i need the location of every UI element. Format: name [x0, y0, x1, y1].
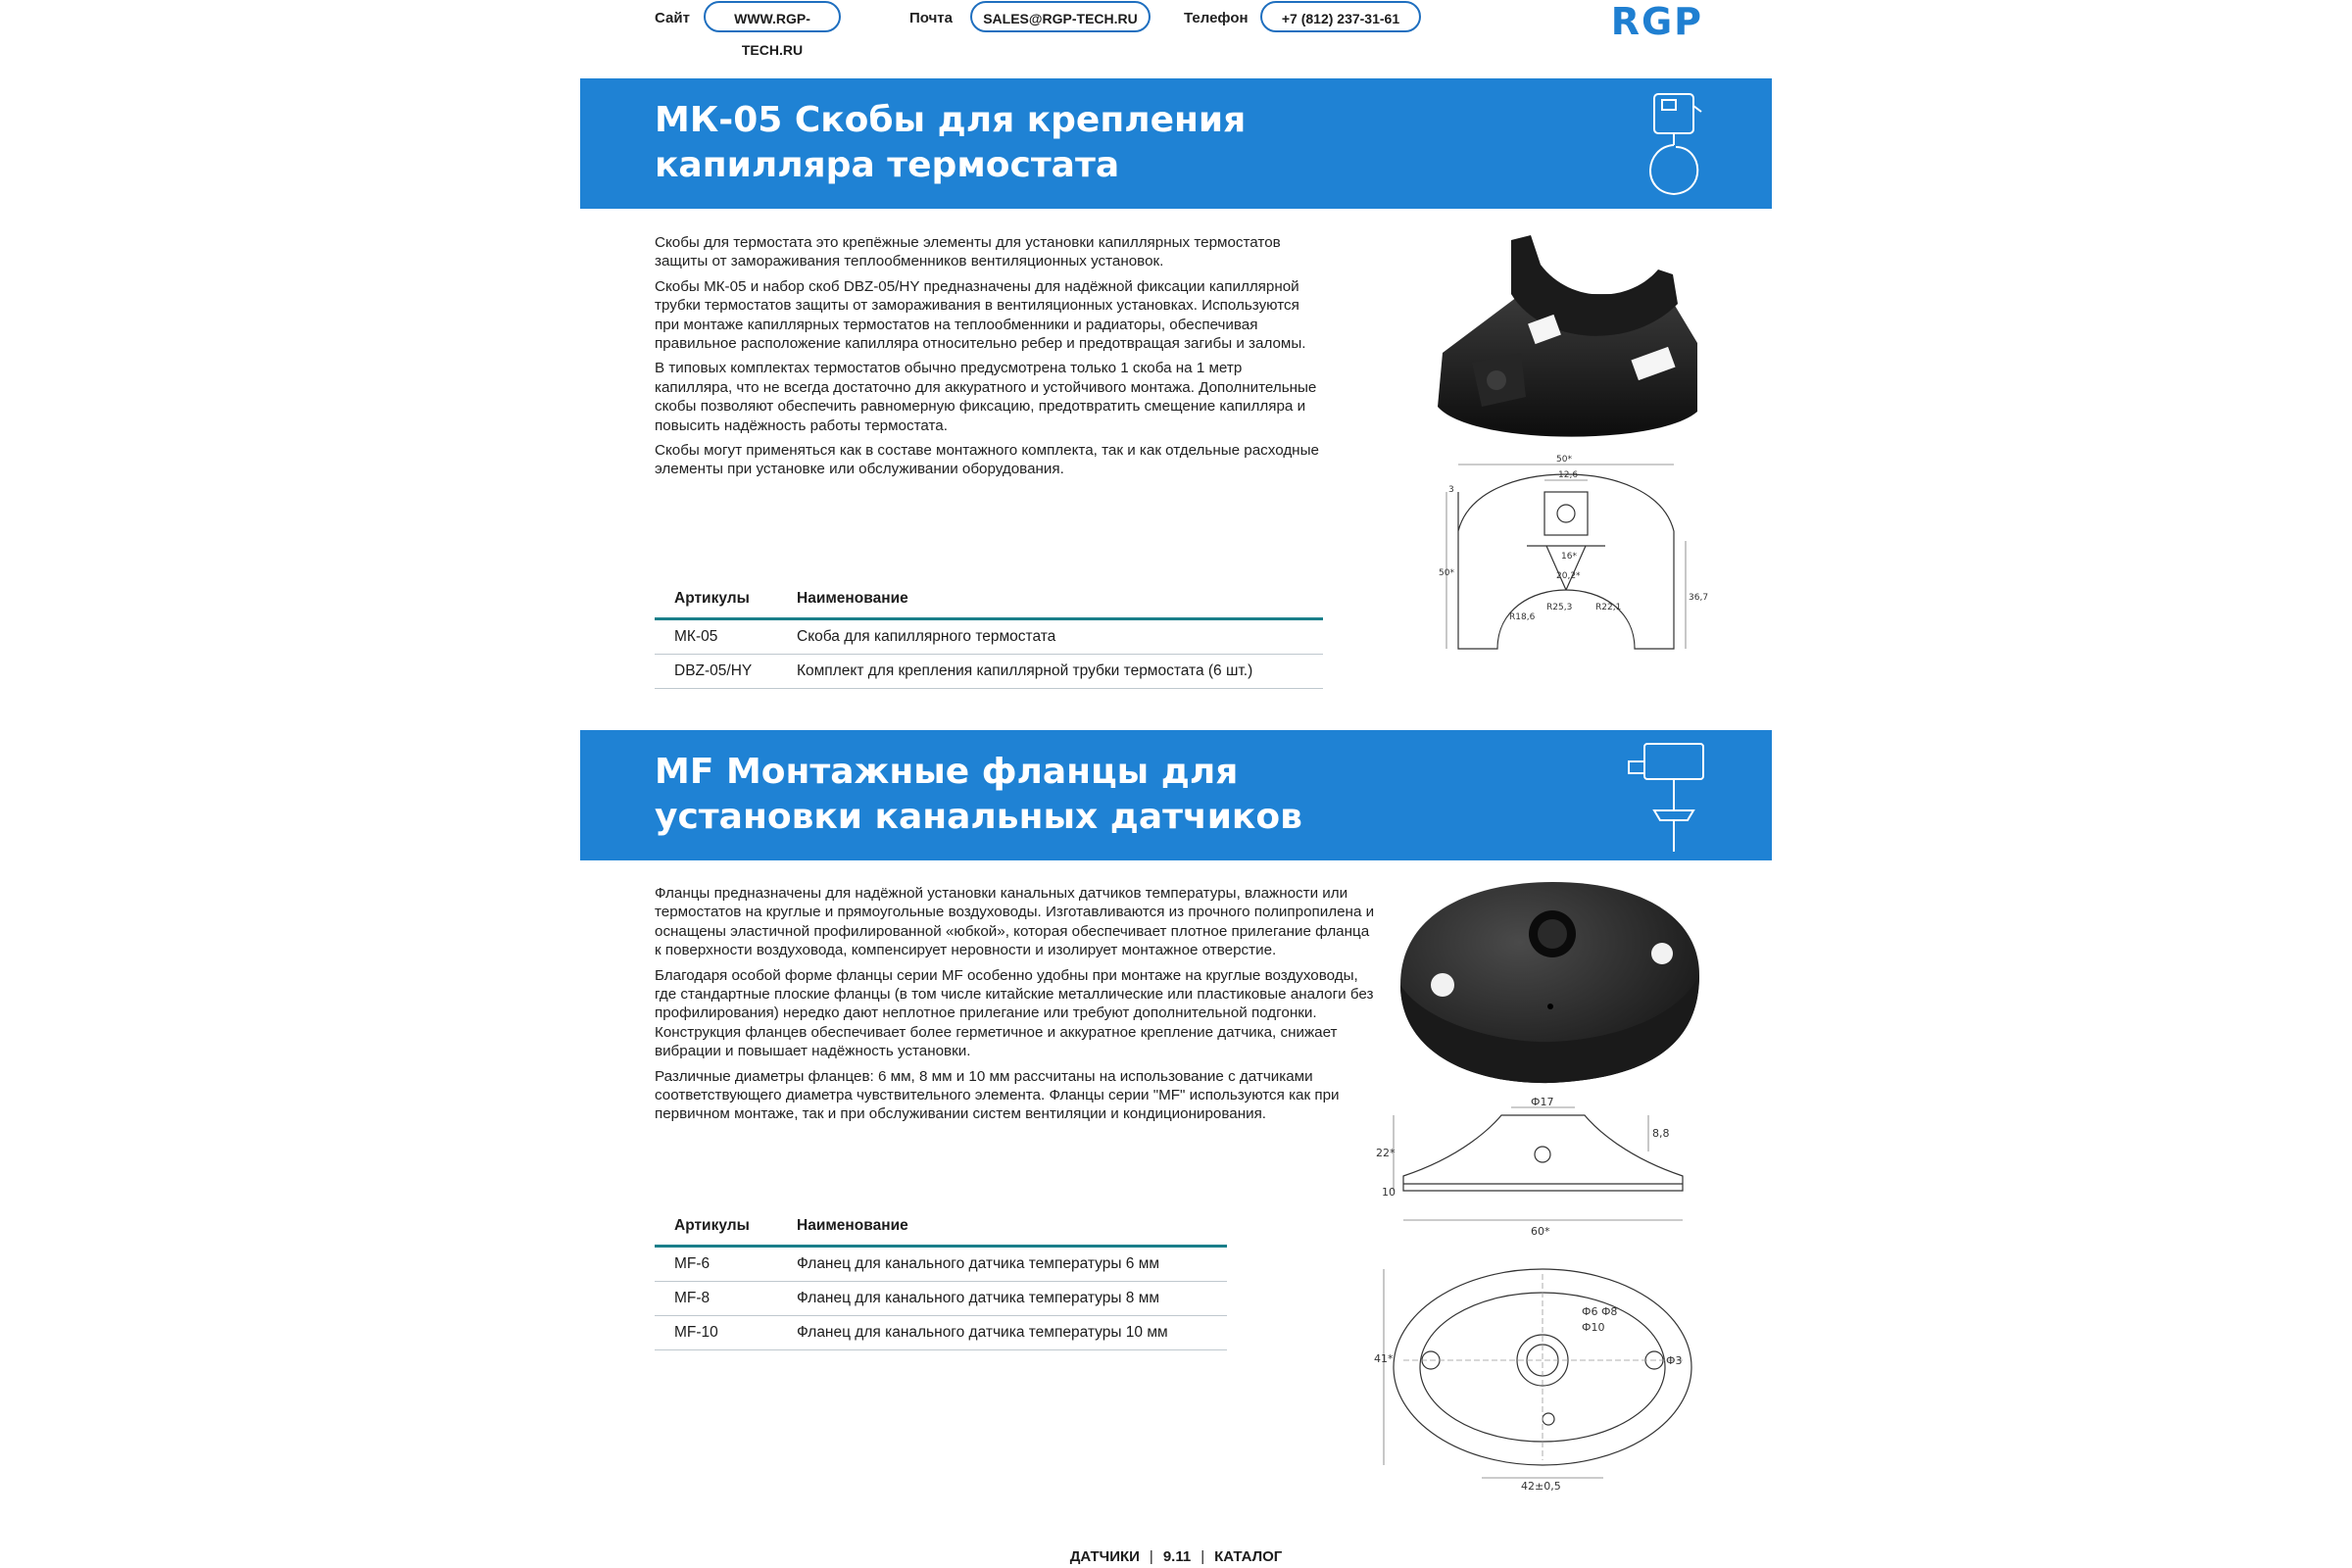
dim-r1: R18,6: [1509, 612, 1536, 622]
article-cell: MF-10: [655, 1316, 777, 1350]
site-link[interactable]: WWW.RGP-TECH.RU: [704, 1, 841, 32]
phone-label: Телефон: [1184, 10, 1249, 26]
footer-section: ДАТЧИКИ: [1069, 1548, 1140, 1565]
section1-banner: [580, 78, 1772, 209]
dim-mid: 16*: [1561, 552, 1577, 562]
table-row: [655, 619, 1323, 655]
table-row: [655, 1247, 1227, 1282]
dim-r3: R22,1: [1595, 603, 1622, 612]
section2-description: [655, 884, 1376, 1130]
page-footer: ДАТЧИКИ | 9.11 | КАТАЛОГ: [1069, 1548, 1283, 1565]
dim-w60: 60*: [1531, 1225, 1550, 1238]
footer-catalog: КАТАЛОГ: [1214, 1548, 1283, 1565]
article-cell: DBZ-05/HY: [655, 655, 777, 689]
name-cell: Комплект для крепления капиллярной трубки термостата (6 шт.): [777, 655, 1323, 689]
article-cell: MF-6: [655, 1247, 777, 1282]
flange-side-drawing: [1374, 1098, 1712, 1254]
catalog-page: [580, 0, 1772, 1568]
dim-w42: 42±0,5: [1521, 1480, 1561, 1493]
dim-h10: 10: [1382, 1186, 1396, 1199]
dim-r2: R25,3: [1546, 603, 1573, 612]
page-number: 9.11: [1162, 1548, 1192, 1565]
article-cell: МК-05: [655, 619, 777, 655]
phone-link[interactable]: +7 (812) 237-31-61: [1260, 1, 1421, 32]
dim-d3: Ф3: [1666, 1354, 1683, 1367]
col-articles: Артикулы: [655, 1211, 777, 1247]
table-row: [655, 1282, 1227, 1316]
name-cell: Фланец для канального датчика температуры 6 мм: [777, 1247, 1227, 1282]
name-cell: Скоба для капиллярного термостата: [777, 619, 1323, 655]
dim-width: 50*: [1556, 455, 1572, 465]
dim-top: 12,6: [1558, 470, 1579, 480]
bracket-technical-drawing: [1439, 453, 1709, 688]
table-header-row: [655, 584, 1323, 619]
article-cell: MF-8: [655, 1282, 777, 1316]
section1-description: [655, 233, 1323, 485]
paragraph: Различные диаметры фланцев: 6 мм, 8 мм и 10 мм рассчитаны на использование с датчиками соответствующего диаметра чувствительного элемента. Фланцы серии "MF" используются как при первичном монтаже, так и при обслуживании систем вентиляции и кондиционирования.: [655, 1067, 1340, 1123]
col-name: Наименование: [777, 1211, 1227, 1247]
paragraph: В типовых комплектах термостатов обычно предусмотрена только 1 скоба на 1 метр капилляра, что не всегда достаточно для аккуратного и устойчивого монтажа. Дополнительные скобы позволяют обеспечить равномерную фиксацию, предотвратить смещение капилляра и повысить надёжность работы термостата.: [655, 360, 1317, 434]
paragraph: Благодаря особой форме фланцы серии MF особенно удобны при монтаже на круглые воздуховоды, где стандартные плоские фланцы (в том числе китайские металлические или пластиковые аналоги без профилирования) нередко дают неплотное прилегание или требуют дополнительной подгонки. Конструкция фланцев обеспечивает более герметичное и аккуратное крепление датчика, снижает вибрации и повышает надёжность установки.: [655, 966, 1374, 1060]
table-header-row: [655, 1211, 1227, 1247]
dim-height: 50*: [1439, 568, 1454, 578]
thermostat-icon: [1635, 86, 1713, 202]
section1-title: МК-05 Скобы для крепления капилляра термостата: [655, 100, 1247, 185]
flange-top-drawing: [1374, 1254, 1712, 1493]
section1-article-table: [655, 584, 1323, 689]
dim-d10: Ф10: [1582, 1321, 1605, 1334]
mail-label: Почта: [909, 10, 953, 26]
section2-banner: [580, 730, 1772, 860]
dim-h41: 41*: [1374, 1352, 1394, 1365]
col-articles: Артикулы: [655, 584, 777, 619]
paragraph: Скобы для термостата это крепёжные элементы для установки капиллярных термостатов защиты от замораживания теплообменников вентиляционных установок.: [655, 234, 1281, 270]
col-name: Наименование: [777, 584, 1323, 619]
dim-h22: 22*: [1376, 1147, 1396, 1159]
table-row: [655, 1316, 1227, 1350]
mail-link[interactable]: SALES@RGP-TECH.RU: [970, 1, 1151, 32]
paragraph: Скобы МК-05 и набор скоб DBZ-05/HY предназначены для надёжной фиксации капиллярной трубки термостатов защиты от замораживания в вентиляционных установках. Используются при монтаже капиллярных термостатов на теплообменники и радиаторы, обеспечивая правильное расположение капилляра относительно ребер и предотвращая загибы и заломы.: [655, 277, 1306, 353]
name-cell: Фланец для канального датчика температуры 10 мм: [777, 1316, 1227, 1350]
paragraph: Скобы могут применяться как в составе монтажного комплекта, так и как отдельные расходные элементы при установке или обслуживании оборудования.: [655, 442, 1319, 478]
section2-article-table: [655, 1211, 1227, 1350]
rgp-logo: RGP: [1610, 0, 1703, 43]
dim-base: 20,2*: [1556, 571, 1581, 581]
site-label: Сайт: [655, 10, 690, 26]
table-row: [655, 655, 1323, 689]
flange-photo: [1386, 877, 1709, 1093]
bracket-photo: [1413, 225, 1707, 451]
dim-d6-d8: Ф6 Ф8: [1582, 1305, 1618, 1318]
dim-height2: 36,7: [1689, 593, 1709, 603]
duct-sensor-icon: [1615, 734, 1723, 861]
section2-title: MF Монтажные фланцы для установки канальных датчиков: [655, 752, 1302, 837]
paragraph: Фланцы предназначены для надёжной установки канальных датчиков температуры, влажности или термостатов на круглые и прямоугольные воздуховоды. Изготавливаются из прочного полипропилена и оснащены эластичной профилированной «юбкой», которая обеспечивает плотное прилегание фланца к поверхности воздуховода, компенсирует неровности и изолирует монтажное отверстие.: [655, 885, 1375, 959]
contact-header: [580, 0, 1772, 58]
name-cell: Фланец для канального датчика температуры 8 мм: [777, 1282, 1227, 1316]
dim-h8: 8,8: [1652, 1127, 1670, 1140]
dim-side: 3: [1448, 485, 1454, 495]
dim-d17: Ф17: [1531, 1096, 1554, 1108]
